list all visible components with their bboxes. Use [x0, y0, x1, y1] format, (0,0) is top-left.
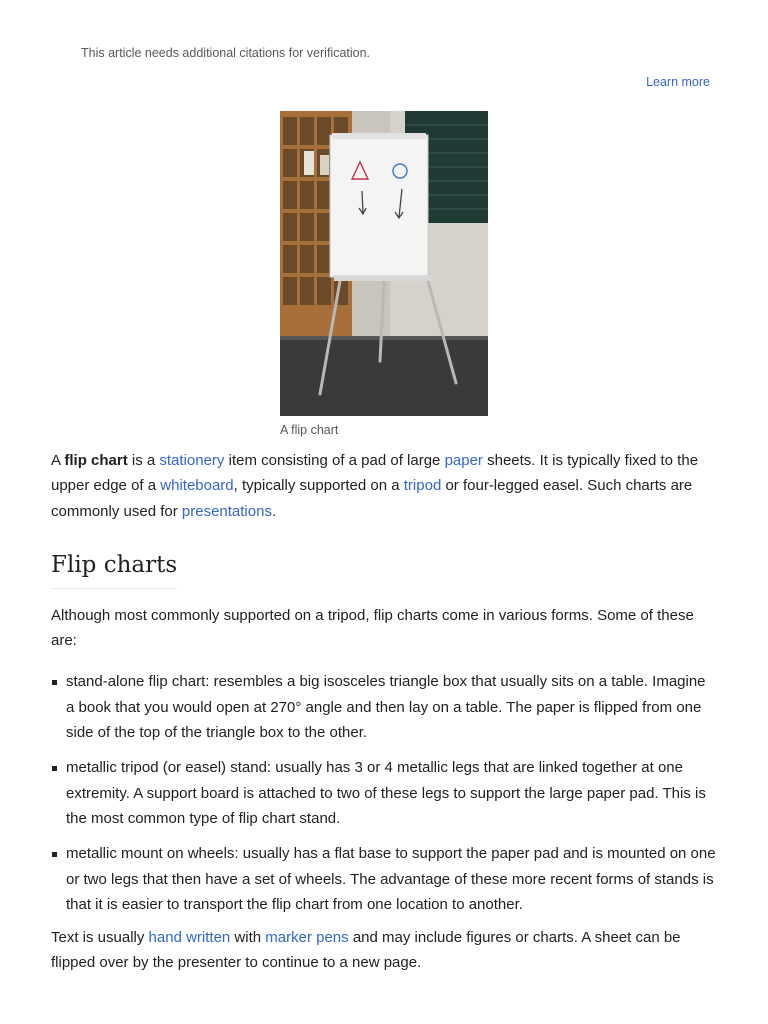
forms-list — [51, 669, 717, 917]
intro-paragraph: A flip chart is a stationery item consisting of a pad of large paper sheets. It is typically fixed to the upper edge of a whiteboard, typically supported on a tripod or four-legged easel. Such charts are commonly used for presentations. — [51, 452, 699, 520]
paper-link[interactable]: paper — [444, 452, 483, 469]
stationery-link[interactable]: stationery — [159, 452, 225, 469]
list-item: metallic tripod (or easel) stand: usually has 3 or 4 metallic legs that are linked together at one extremity. A support board is attached to two of these legs to support the large paper pad. This is the most common type of flip chart stand. — [66, 755, 717, 831]
section-heading: Flip charts — [51, 550, 177, 589]
notice-text: This article needs additional citations for verification. — [81, 46, 371, 60]
hand-written-link[interactable]: hand written — [148, 929, 231, 947]
flip-chart-photo[interactable] — [280, 111, 488, 416]
tripod-link[interactable]: tripod — [403, 477, 442, 495]
section-lead: Although most commonly supported on a tripod, flip charts come in various forms. Some of these are: — [51, 606, 694, 650]
flip-chart-term: flip chart — [64, 452, 128, 469]
article-body — [51, 448, 717, 976]
figure — [280, 111, 488, 437]
list-item: stand-alone flip chart: resembles a big isosceles triangle box that usually sits on a table. Imagine a book that you would open at 270° angle and then lay on a table. The paper is flipped from one side of the top of the triangle box to the other. — [66, 669, 717, 745]
closing-paragraph: Text is usually hand written with marker pens and may include figures or charts. A sheet can be flipped over by the presenter to continue to a new page. — [51, 929, 681, 972]
whiteboard-link[interactable]: whiteboard — [160, 477, 234, 495]
figure-caption: A flip chart — [280, 423, 339, 437]
marker-pens-link[interactable]: marker pens — [265, 929, 349, 947]
learn-more-link[interactable]: Learn more — [646, 75, 710, 89]
presentations-link[interactable]: presentations — [181, 502, 272, 520]
list-item: metallic mount on wheels: usually has a flat base to support the paper pad and is mounted on one or two legs that then have a set of wheels. The advantage of these more recent forms of stands is that it is easier to transport the flip chart from one location to another. — [66, 841, 717, 917]
